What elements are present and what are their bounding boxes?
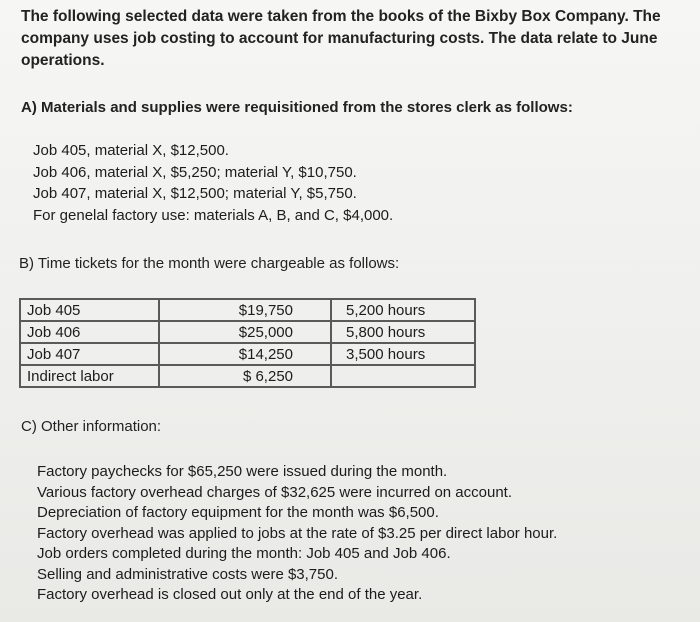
row-amount: $19,750 — [159, 299, 331, 321]
table-row — [20, 365, 475, 387]
row-label: Job 405 — [20, 299, 159, 321]
row-amount: $ 6,250 — [159, 365, 331, 387]
section-a-heading: A) Materials and supplies were requisitioned from the stores clerk as follows: — [21, 99, 573, 116]
section-c-line: Selling and administrative costs were $3,750. — [37, 565, 338, 583]
section-a-list — [33, 140, 393, 226]
section-a-line: For genelal factory use: materials A, B, and C, $4,000. — [33, 206, 394, 224]
row-hours: 5,200 hours — [331, 299, 475, 321]
row-label: Job 407 — [20, 343, 159, 365]
row-amount: $25,000 — [159, 321, 331, 343]
section-c-line: Job orders completed during the month: Job 405 and Job 406. — [37, 545, 451, 562]
section-c-list — [37, 462, 557, 606]
section-c-line: Depreciation of factory equipment for the month was $6,500. — [37, 504, 439, 521]
row-hours: 5,800 hours — [331, 321, 475, 343]
table-row — [20, 321, 475, 343]
intro-paragraph: The following selected data were taken from the books of the Bixby Box Company. The company uses job costing to account for manufacturing costs. The data relate to June operations. — [21, 8, 661, 69]
row-label: Indirect labor — [20, 365, 159, 387]
row-amount: $14,250 — [159, 343, 331, 365]
row-hours: 3,500 hours — [331, 343, 475, 365]
section-c-line: Factory paychecks for $65,250 were issued during the month. — [37, 463, 448, 480]
section-c-heading: C) Other information: — [21, 418, 162, 435]
section-a-line: Job 406, material X, $5,250; material Y, $10,750. — [33, 163, 357, 181]
section-c-line: Factory overhead was applied to jobs at the rate of $3.25 per direct labor hour. — [37, 524, 558, 542]
row-hours — [331, 365, 475, 387]
section-c-line: Various factory overhead charges of $32,625 were incurred on account. — [37, 483, 513, 501]
section-a-line: Job 407, material X, $12,500; material Y, $5,750. — [33, 185, 357, 202]
section-c-line: Factory overhead is closed out only at the end of the year. — [37, 586, 423, 603]
section-a-line: Job 405, material X, $12,500. — [33, 142, 229, 159]
section-b-heading: B) Time tickets for the month were chargeable as follows: — [19, 255, 400, 272]
table-row — [20, 343, 475, 365]
row-label: Job 406 — [20, 321, 159, 343]
table-row — [20, 299, 475, 321]
time-tickets-table — [19, 298, 476, 388]
